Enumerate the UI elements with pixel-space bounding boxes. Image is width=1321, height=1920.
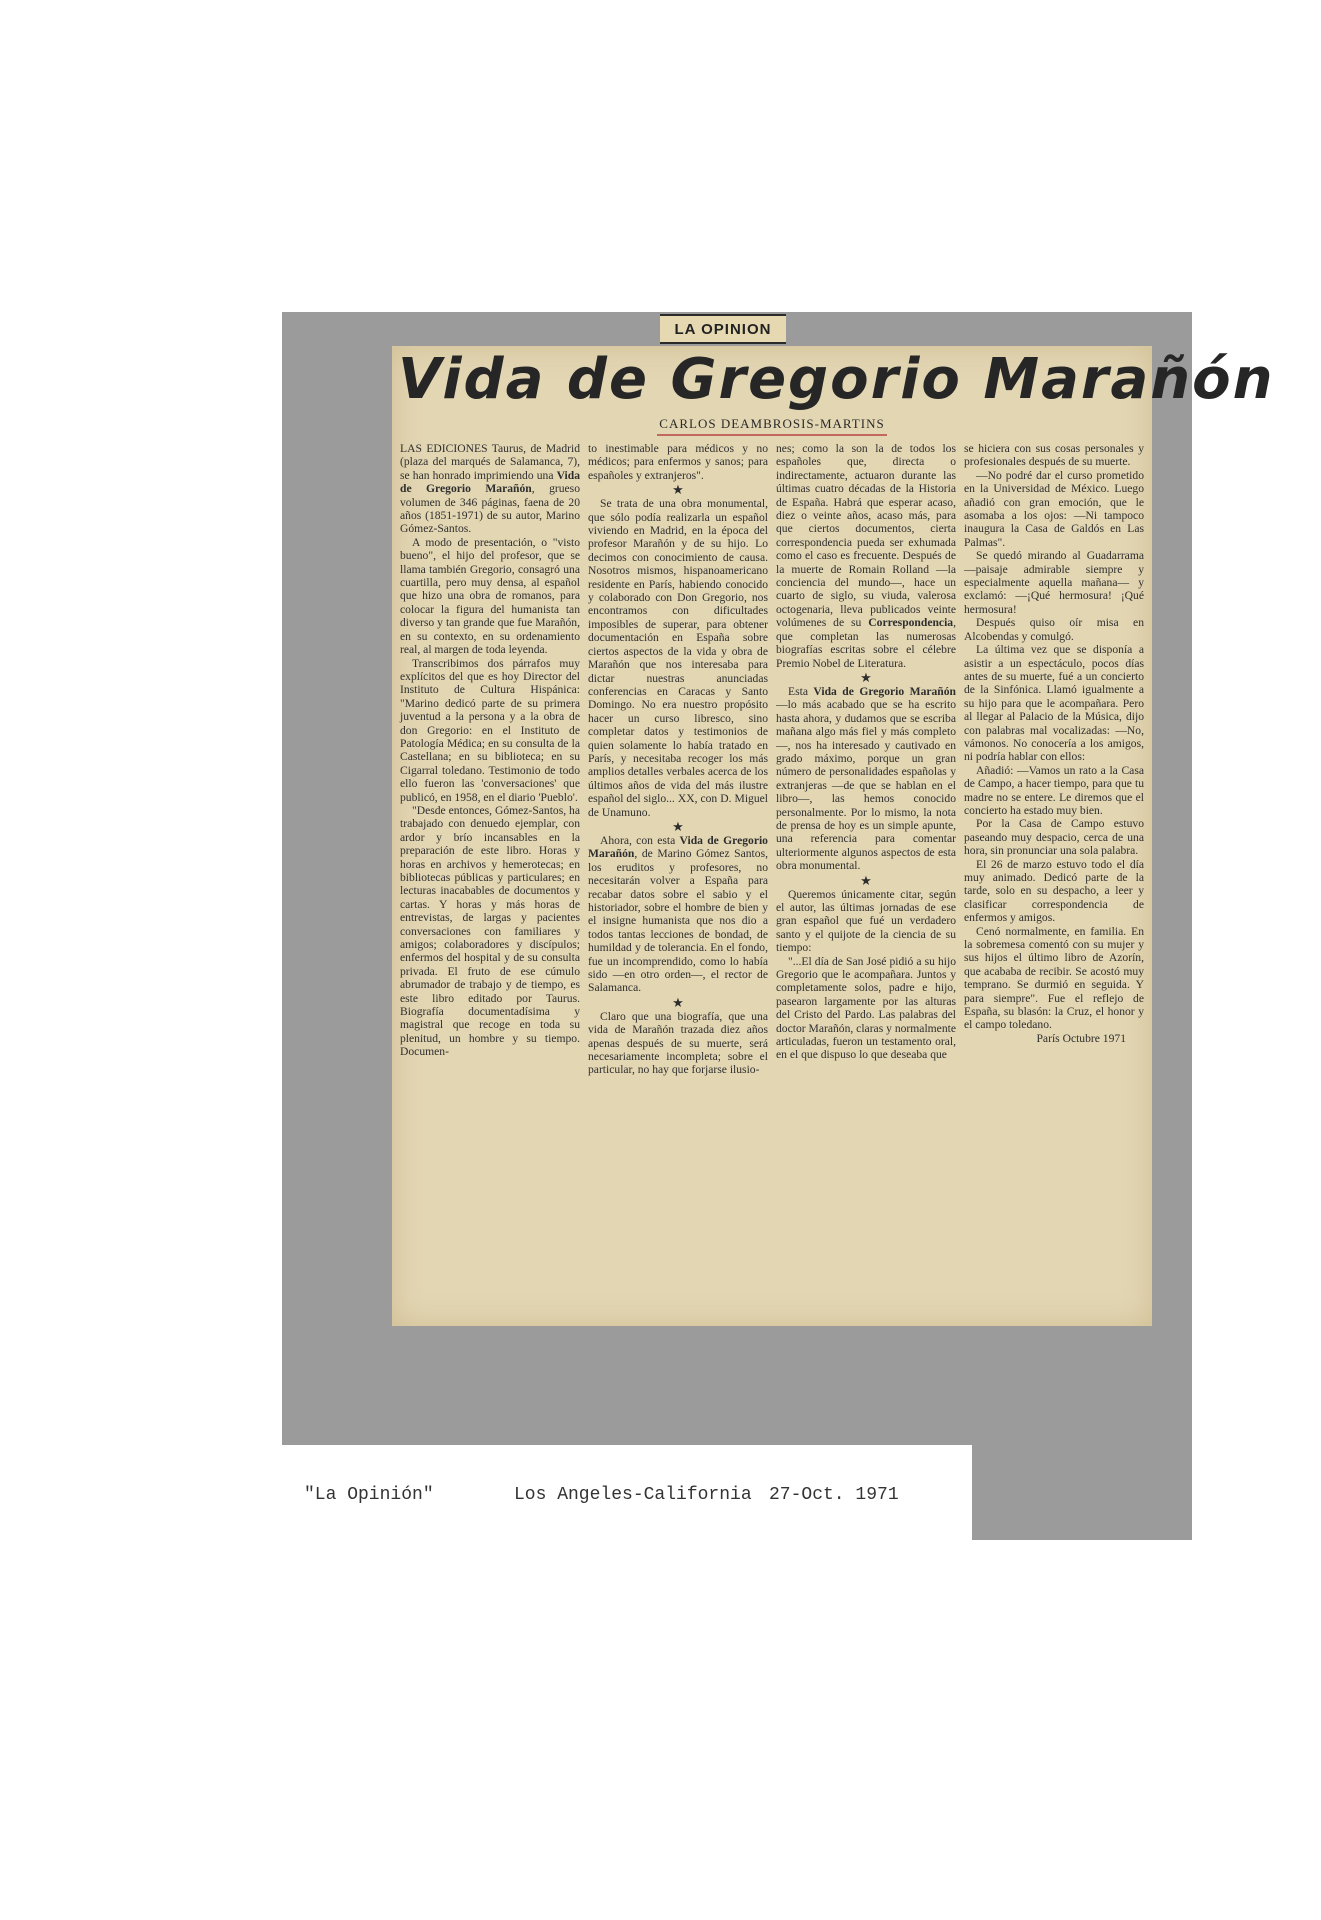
newspaper-masthead: LA OPINION: [660, 314, 786, 344]
text-run: nes; como la son la de todos los españoles que, directa o indirectamente, actuaron durante las últimas cuatro décadas de la Historia de España. Habrá que esperar acaso, diez o veinte años, acaso más, para que ciertos documentos, cierta correspondencia pueda ser exhumada como el caso es frecuente. Después de la muerte de Romain Rolland —la conciencia del mundo—, hace un cuarto de siglo, su viuda, valerosa octogenaria, lleva publicados veinte volúmenes de su: [776, 442, 956, 630]
paragraph: Transcribimos dos párrafos muy explícitos del que es hoy Director del Instituto de Cultura Hispánica: "Marino dedicó parte de su primera juventud a la persona y a la obra de don Gregorio: en el Instituto de Patología Médica; en su consulta de la Castellana; en su biblioteca; en su Cigarral toledano. Testimonio de todo ello fueron las 'conversaciones' que publicó, en 1958, en el diario 'Pueblo'.: [400, 656, 580, 804]
text-run: , de Marino Gómez Santos, los eruditos y profesores, no necesitarán volver a España para recabar datos sobre el sabio y el historiador, sobre el hombre de bien y el insigne humanista que nos dio a todos tantas lecciones de bondad, de humildad y de tolerancia. En el fondo, fue un incomprendido, como lo había sido —en otro orden—, el rector de Salamanca.: [588, 847, 768, 995]
dateline-signature: París Octubre 1971: [1036, 1031, 1126, 1045]
article-column-3: [776, 442, 956, 1320]
paragraph: Cenó normalmente, en familia. En la sobremesa comentó con su mujer y sus hijos el último libro de Azorín, que acababa de recibir. Se acostó muy temprano. Se durmió en seguida. Y para siempre". Fue el reflejo de España, su blasón: la Cruz, el honor y el campo toledano.: [964, 924, 1144, 1032]
paragraph: [776, 442, 956, 670]
paragraph: A modo de presentación, o "visto bueno", el hijo del profesor, que se llama también Gregorio, consagró una cuartilla, pero muy densa, al español que hizo una obra de romanos, para colocar la figura del humanista tan diverso y tan grande que fue Marañón, en su contexto, en su ordenamiento real, al margen de toda leyenda.: [400, 535, 580, 657]
paragraph: La última vez que se disponía a asistir a un espectáculo, pocos días antes de su muerte, fué a un concierto de la Sinfónica. Llamó igualmente a su hijo para que le acompañara. Pero al llegar al Palacio de la Música, dijo con palabras mal vocalizadas: —No, vámonos. No conocería a los amigos, ni podría hablar con ellos:: [964, 643, 1144, 764]
star-separator-icon: ★: [672, 482, 684, 498]
text-run: , grueso volumen de 346 páginas, faena de 20 años (1851-1971) de su autor, Marino Gómez-Santos.: [400, 482, 580, 536]
paragraph: [400, 442, 580, 536]
text-run: —lo más acabado que se ha escrito hasta ahora, y dudamos que se escriba mañana algo más fiel y más completo—, nos ha interesado y cautivado en grado máximo, porque un gran número de personalidades españolas y extranjeras —de que se hablan en el libro—, las hemos conocido personalmente. Por lo mismo, la nota de prensa de hoy es un simple apunte, una referencia para comentar ulteriormente algunos aspectos de esta obra monumental.: [776, 698, 956, 873]
text-run: Esta: [788, 684, 814, 698]
source-date: 27-Oct. 1971: [769, 1485, 899, 1505]
article-column-4: [964, 442, 1144, 1320]
paragraph: Se trata de una obra monumental, que sólo podía realizarla un español viviendo en Madrid, en la época del profesor Marañón y de su hijo. Lo decimos con conocimiento de causa. Nosotros mismos, hispanoamericano residente en París, habiendo conocido y colaborado con Don Gregorio, nos encontramos con dificultades imposibles de superar, para obtener documentación en España sobre ciertos aspectos de la vida y obra de Marañón que nos interesaba para dictar nuestras anunciadas conferencias en Caracas y Santo Domingo. No era nuestro propósito hacer un curso libresco, sino completar datos y testimonios de quien solamente lo había tratado en París, y necesitaba recoger los más amplios detalles verbales acerca de los últimos años de vida del más ilustre español del siglo... XX, con D. Miguel de Unamuno.: [588, 497, 768, 819]
source-newspaper: "La Opinión": [304, 1485, 434, 1505]
paragraph: Claro que una biografía, que una vida de Marañón trazada diez años apenas después de su muerte, será necesariamente incompleta; sobre el particular, no hay que forjarse ilusio-: [588, 1009, 768, 1077]
paragraph: —No podré dar el curso prometido en la Universidad de México. Luego añadió con gran emoción, que le asomaba a los ojos: —Ni tampoco inaugura la Casa de Galdós en Las Palmas".: [964, 468, 1144, 549]
paragraph: Queremos únicamente citar, según el autor, las últimas jornadas de ese gran español que fué un verdadero santo y el quijote de la ciencia de su tiempo:: [776, 887, 956, 955]
star-separator-icon: ★: [672, 994, 684, 1010]
paragraph: Añadió: —Vamos un rato a la Casa de Campo, a hacer tiempo, para que tu madre no se entere. Le diremos que el concierto ha estado muy bien.: [964, 763, 1144, 817]
paragraph: Después quiso oír misa en Alcobendas y comulgó.: [964, 616, 1144, 643]
paragraph: El 26 de marzo estuvo todo el día muy animado. Dedicó parte de la tarde, solo en su despacho, a leer y clasificar correspondencia de enfermos y amigos.: [964, 857, 1144, 925]
paragraph: Se quedó mirando al Guadarrama —paisaje admirable siempre y especialmente aquella mañana— y exclamó: —¡Qué hermosura! ¡Qué hermosura!: [964, 549, 1144, 616]
paragraph: [776, 685, 956, 873]
newspaper-clipping: [392, 346, 1275, 1326]
article-column-2: [588, 442, 768, 1320]
text-run: , que completan las numerosas biografías escritas sobre el célebre Premio Nobel de Literatura.: [776, 616, 956, 670]
paragraph: "...El día de San José pidió a su hijo Gregorio que le acompañara. Juntos y completamente solos, padre e hijo, pasearon largamente por las alturas del Cristo del Pardo. Las palabras del doctor Marañón, claras y normalmente articuladas, fueron un testamento oral, en el que dispuso lo que deseaba que: [776, 954, 956, 1062]
paragraph: "Desde entonces, Gómez-Santos, ha trabajado con denuedo ejemplar, con ardor y brío incansables en la preparación de este libro. Horas y horas en archivos y hemerotecas; en bibliotecas públicas y particulares; en lecturas inacabables de documentos y cartas. Y horas y más horas de entrevistas, de largas y pacientes conversaciones con familiares y amigos; colaboradores y discípulos; enfermos del hospital y de su consulta privada. El fruto de ese cúmulo abrumador de trabajo y de tiempo, es este libro editado por Taurus. Biografía documentadísima y magistral que recoge en toda su plenitud, un hombre y su tiempo. Documen-: [400, 803, 580, 1059]
star-separator-icon: ★: [860, 669, 872, 685]
typed-source-slip: [282, 1445, 972, 1540]
star-separator-icon: ★: [860, 872, 872, 888]
book-title: Vida de Gregorio Marañón: [400, 468, 580, 496]
star-separator-icon: ★: [672, 818, 684, 834]
book-title: Correspondencia: [868, 616, 954, 630]
text-run: Ahora, con esta: [600, 833, 680, 847]
paragraph: Por la Casa de Campo estuvo paseando muy despacio, cerca de una hora, sin pronunciar una sola palabra.: [964, 817, 1144, 858]
article-byline: CARLOS DEAMBROSIS-MARTINS: [659, 416, 885, 431]
source-city: Los Angeles-California: [514, 1485, 752, 1505]
paragraph: se hiciera con sus cosas personales y profesionales después de su muerte.: [964, 442, 1144, 469]
book-title: Vida de Gregorio Marañón: [813, 684, 957, 698]
paragraph: to inestimable para médicos y no médicos; para enfermos y sanos; para españoles y extranjeros".: [588, 442, 768, 482]
byline-underline: [657, 434, 887, 436]
paragraph: [588, 834, 768, 995]
article-column-1: [400, 442, 580, 1320]
article-title: Vida de Gregorio Marañón: [398, 347, 1275, 412]
article-columns: [400, 442, 1144, 1320]
text-run: LAS EDICIONES Taurus, de Madrid (plaza del marqués de Salamanca, 7), se han honrado imprimiendo una: [400, 442, 580, 482]
book-title: Vida de Gregorio Marañón: [588, 833, 768, 861]
